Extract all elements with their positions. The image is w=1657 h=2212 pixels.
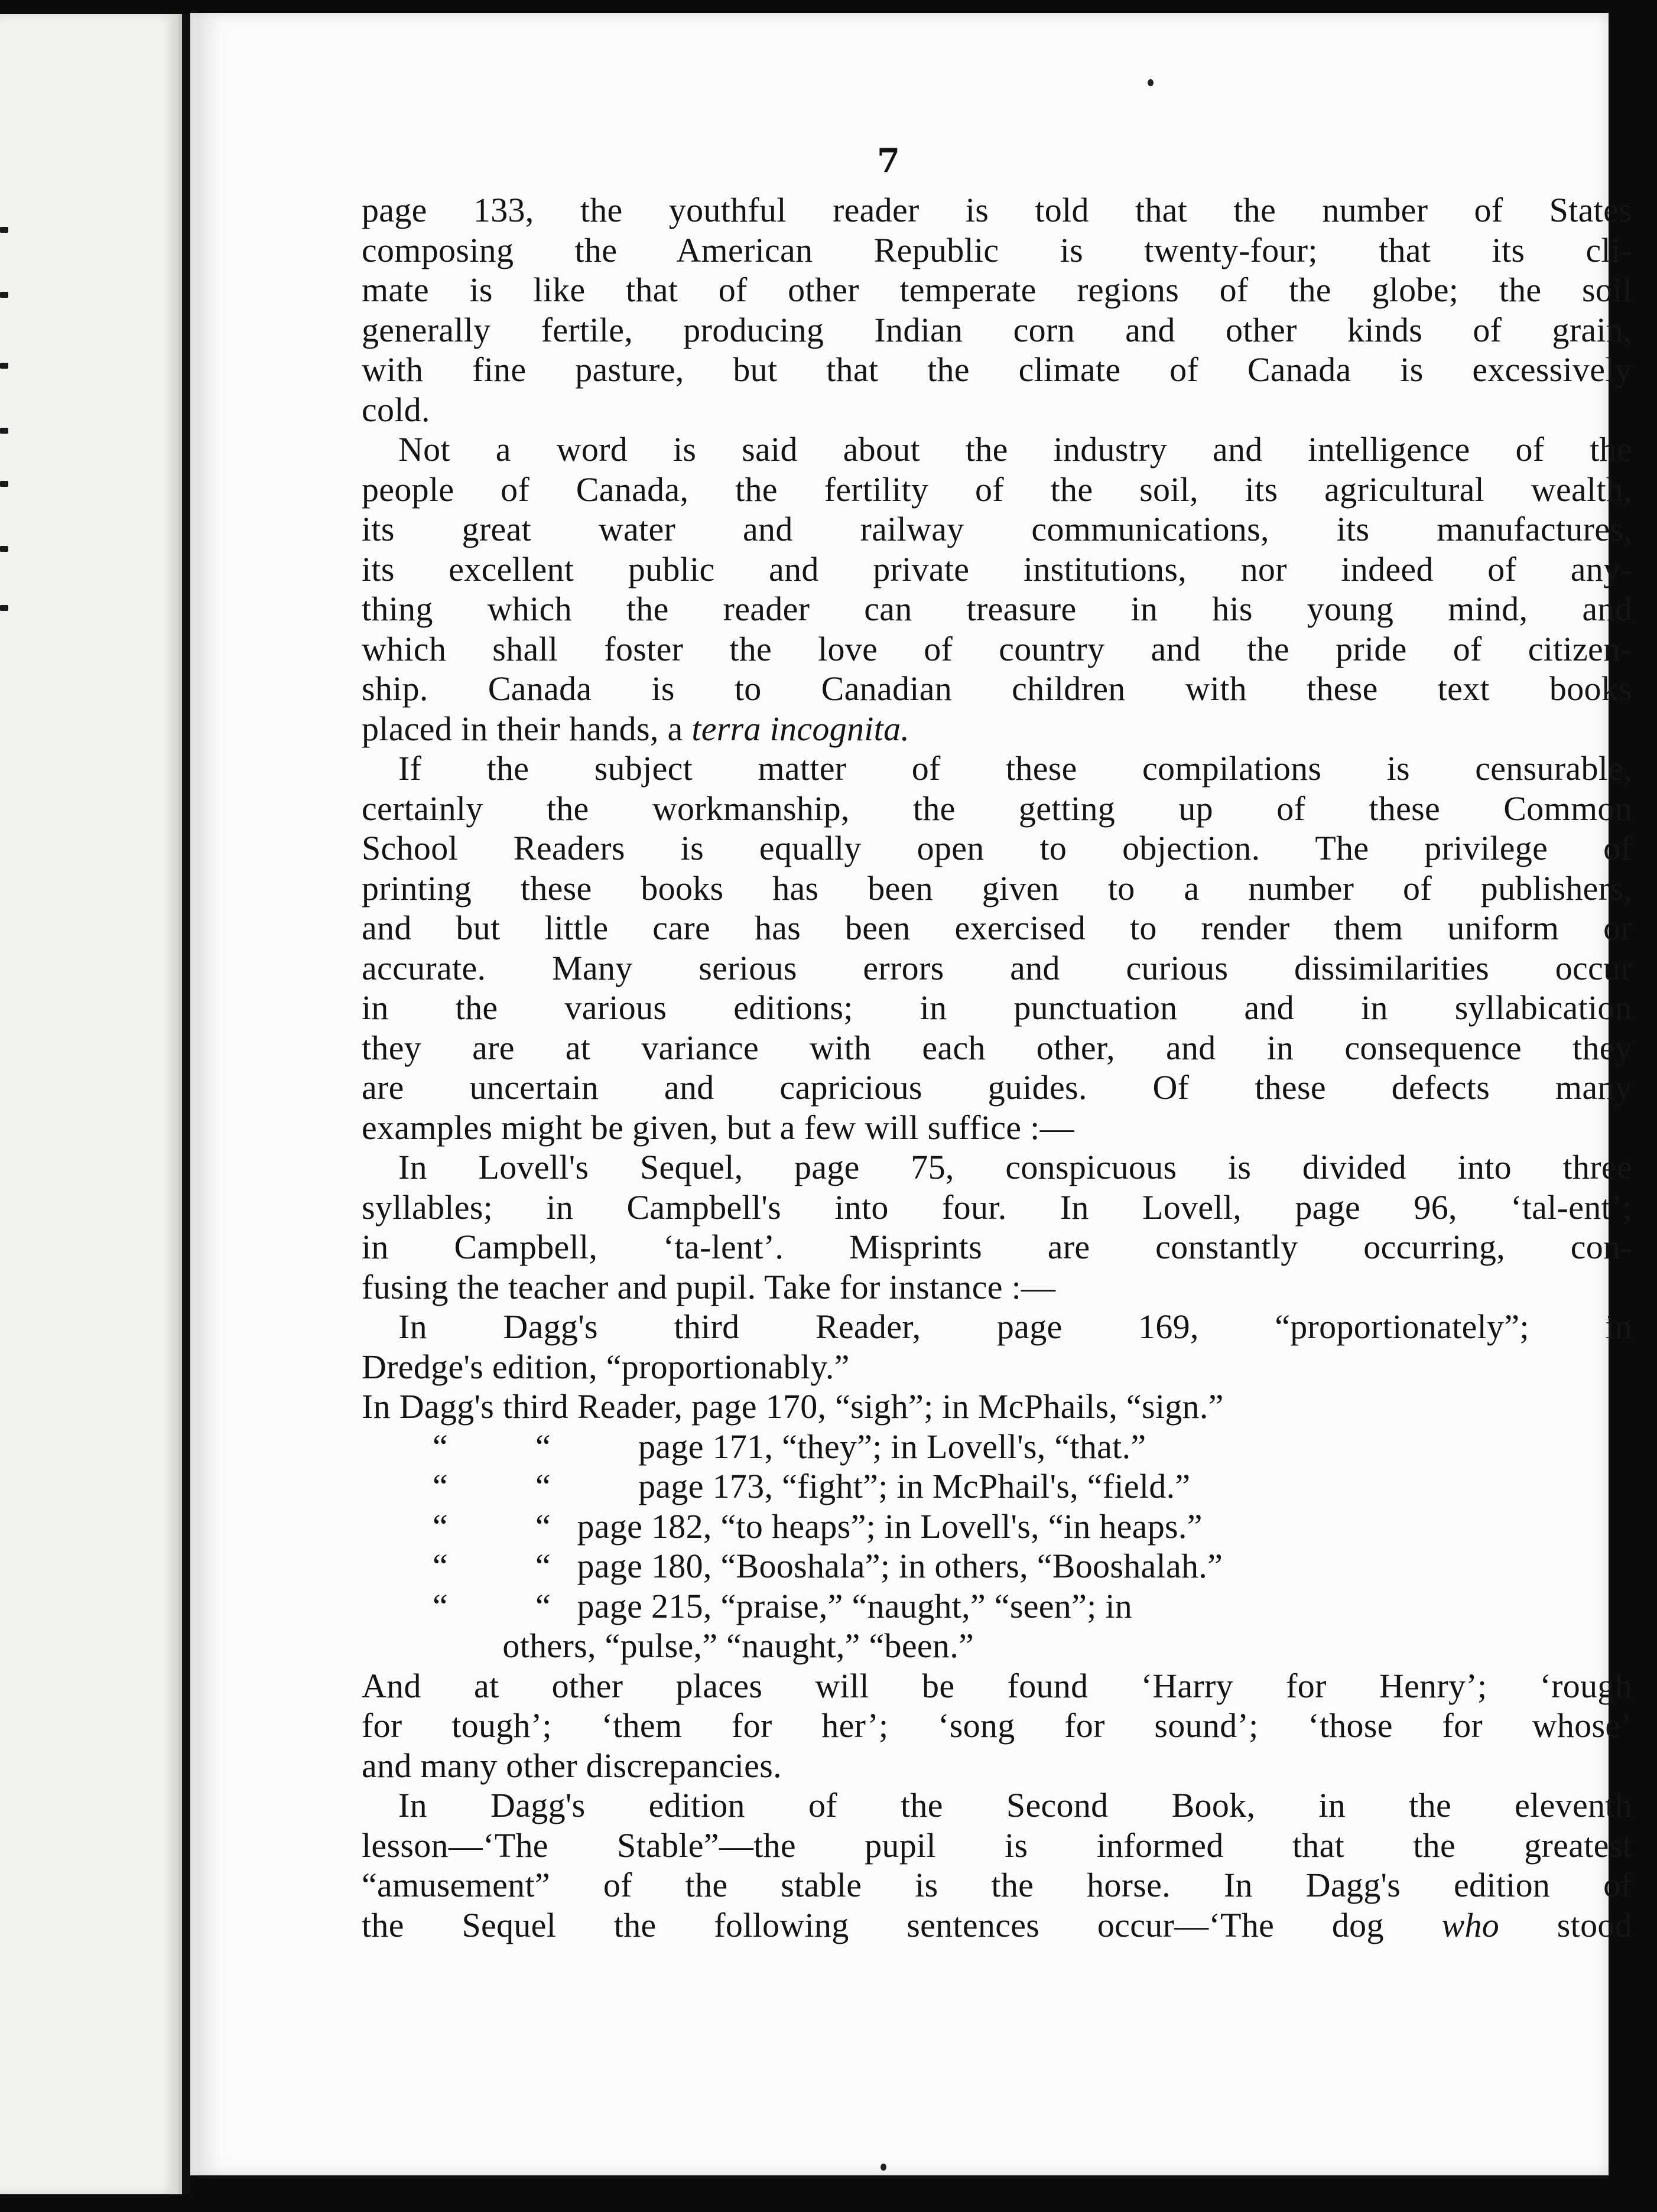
text-line: printing these books has been given to a number of publishers, [362,868,1632,907]
text-line: composing the American Republic is twenty-four; that its cli- [362,230,1632,269]
text-line: If the subject matter of these compilations is censurable, [398,749,1632,788]
italic-phrase: terra incognita. [691,709,910,748]
text-line: in the various editions; in punctuation and in syllabication [362,988,1632,1027]
text-line: syllables; in Campbell's into four. In Lovell, page 96, ‘tal-ent’; [362,1188,1632,1227]
text-line: its excellent public and private institutions, nor indeed of any- [362,549,1632,588]
errata-line: “ “ page 171, “they”; in Lovell's, “that.” [433,1427,1146,1466]
print-speck [881,2164,886,2171]
text-line: lesson—‘The Stable”—the pupil is informed that the greatest [362,1826,1632,1865]
text-line [362,1905,1632,1946]
text-line: In Dagg's edition of the Second Book, in the eleventh [398,1786,1632,1824]
text-line: accurate. Many serious errors and curious dissimilarities occur [362,948,1632,987]
margin-mark [0,428,8,434]
errata-list [362,1387,1632,1666]
text-line: page 133, the youthful reader is told that the number of States [362,191,1632,229]
margin-mark [0,546,8,552]
text-line: School Readers is equally open to objection. The privilege of [362,829,1632,867]
text-run: the Sequel the following sentences occur—‘The dog [362,1905,1442,1944]
body-text [362,190,1632,1945]
text-line: and many other discrepancies. [362,1746,782,1785]
errata-line: “ “ page 215, “praise,” “naught,” “seen”; in [433,1586,1133,1625]
text-line: Dredge's edition, “proportionably.” [362,1347,850,1386]
book-page [190,13,1632,2175]
errata-line: “ “ page 182, “to heaps”; in Lovell's, “in heaps.” [433,1507,1203,1546]
paragraph [362,1785,1632,1945]
page-number: 7 [877,141,900,180]
text-line: for tough’; ‘them for her’; ‘song for sound’; ‘those for whose’ [362,1706,1632,1745]
text-run: stood [1499,1905,1632,1944]
text-line: cold. [362,390,430,429]
paragraph [362,1666,1632,1786]
paragraph [362,1307,1632,1387]
paragraph [362,190,1632,430]
margin-mark [0,227,8,233]
paragraph [362,1147,1632,1307]
text-line: fusing the teacher and pupil. Take for instance :— [362,1267,1056,1306]
text-line: examples might be given, but a few will suffice :— [362,1108,1074,1147]
text-line: mate is like that of other temperate regions of the globe; the soil [362,271,1632,309]
text-line [362,709,1632,749]
text-line: in Campbell, ‘ta-lent’. Misprints are constantly occurring, con- [362,1228,1632,1266]
margin-mark [0,605,8,611]
margin-mark [0,363,8,369]
text-line: they are at variance with each other, and in consequence they [362,1028,1632,1067]
text-line: ship. Canada is to Canadian children with these text books [362,669,1632,708]
text-line: Not a word is said about the industry and intelligence of the [398,430,1632,469]
text-run: placed in their hands, a [362,709,692,748]
text-line: And at other places will be found ‘Harry for Henry’; ‘rough [362,1666,1632,1705]
facing-page-edge [0,14,182,2194]
errata-line: “ “ page 180, “Booshala”; in others, “Booshalah.” [433,1547,1223,1585]
text-line: with fine pasture, but that the climate of Canada is excessively [362,350,1632,389]
text-line: and but little care has been exercised to render them uniform or [362,909,1632,947]
text-line: generally fertile, producing Indian corn and other kinds of grain, [362,310,1632,349]
paragraph [362,430,1632,749]
margin-mark [0,292,8,298]
paragraph [362,749,1632,1147]
text-line: In Lovell's Sequel, page 75, conspicuous is divided into three [398,1148,1632,1186]
errata-line: In Dagg's third Reader, page 170, “sigh”; in McPhails, “sign.” [362,1387,1224,1426]
print-speck [1148,79,1154,86]
book-gutter [182,14,190,2194]
errata-line: “ “ page 173, “fight”; in McPhail's, “field.” [433,1467,1191,1505]
text-line: are uncertain and capricious guides. Of these defects many [362,1068,1632,1107]
text-line: thing which the reader can treasure in his young mind, and [362,590,1632,628]
text-line: its great water and railway communications, its manufactures, [362,510,1632,548]
text-line: In Dagg's third Reader, page 169, “proportionately”; in [398,1307,1632,1346]
text-line: certainly the workmanship, the getting up of these Common [362,789,1632,828]
text-line: which shall foster the love of country and the pride of citizen- [362,629,1632,668]
text-line: people of Canada, the fertility of the soil, its agricultural wealth, [362,470,1632,509]
margin-mark [0,481,8,487]
italic-word: who [1441,1905,1500,1944]
errata-line: others, “pulse,” “naught,” “been.” [433,1627,974,1665]
text-line: “amusement” of the stable is the horse. In Dagg's edition of [362,1866,1632,1904]
